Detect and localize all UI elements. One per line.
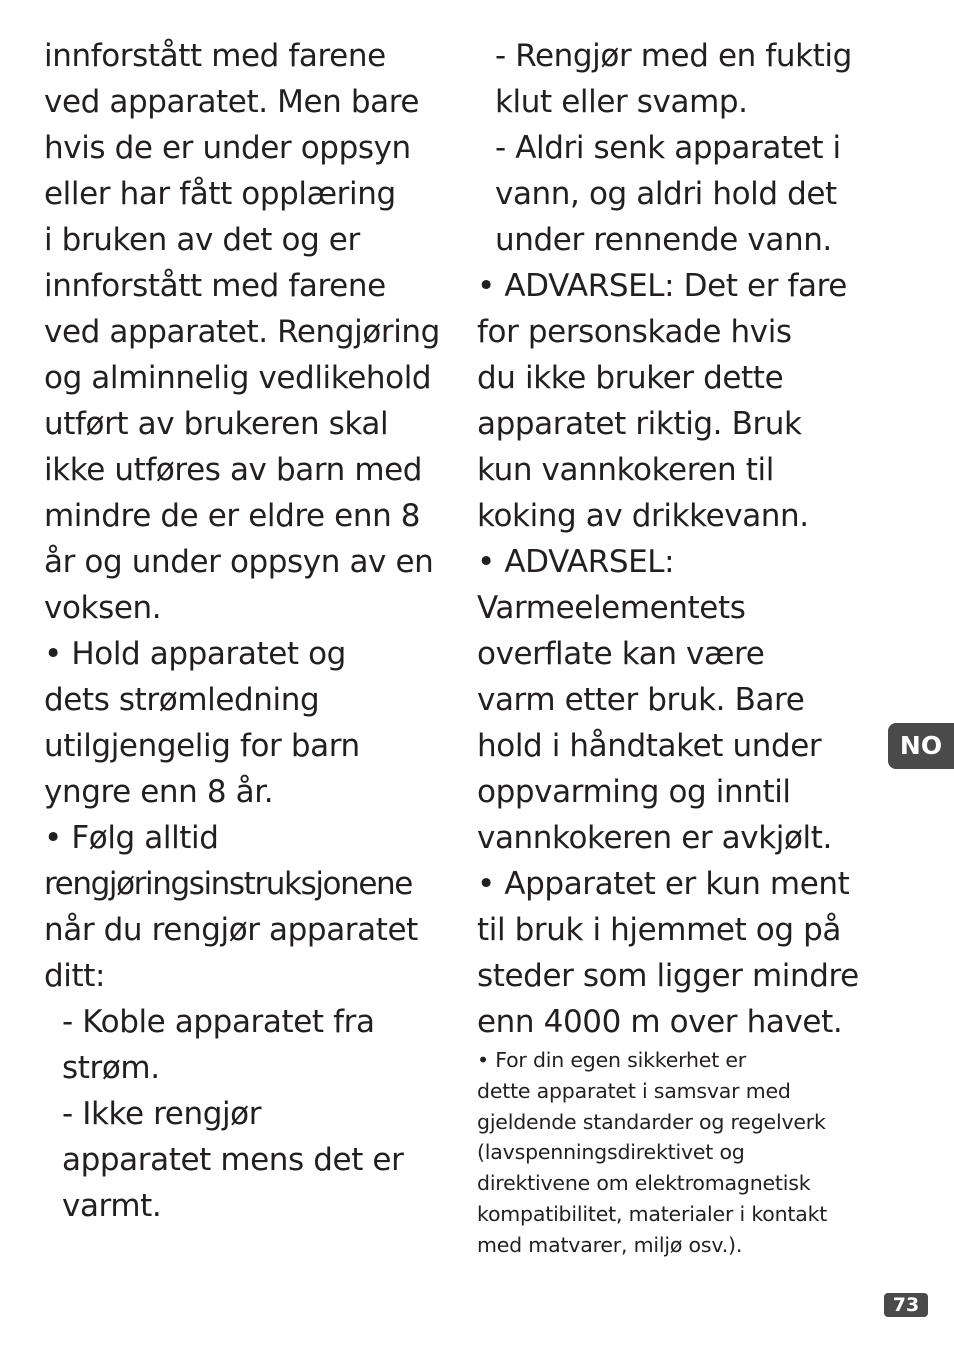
notice-line: • For din egen sikkerhet er: [477, 1048, 746, 1072]
text-line: hvis de er under oppsyn: [44, 130, 411, 166]
left-column: [44, 33, 464, 1229]
bullet-line: • Følg alltid: [44, 820, 219, 856]
text-line: ved apparatet. Men bare: [44, 84, 420, 120]
text-line: rengjøringsinstruksjonene: [44, 866, 412, 902]
bullet-line: • Hold apparatet og: [44, 636, 346, 672]
text-line: for personskade hvis: [477, 314, 792, 350]
text-line: år og under oppsyn av en: [44, 544, 434, 580]
bullet-line: • Apparatet er kun ment: [477, 866, 850, 902]
safety-notice: [477, 1045, 897, 1261]
notice-line: kompatibilitet, materialer i kontakt: [477, 1201, 828, 1226]
dash-line: - Aldri senk apparatet i: [495, 130, 841, 166]
text-line: til bruk i hjemmet og på: [477, 912, 841, 948]
text-line: dets strømledning: [44, 682, 320, 718]
text-line: og alminnelig vedlikehold: [44, 360, 432, 396]
text-line: enn 4000 m over havet.: [477, 1004, 843, 1040]
text-line: under rennende vann.: [495, 222, 832, 258]
notice-line: direktivene om elektromagnetisk: [477, 1171, 811, 1196]
bullet-line: • ADVARSEL: Det er fare: [477, 268, 847, 304]
text-line: kun vannkokeren til: [477, 452, 774, 488]
dash-line: - Ikke rengjør: [62, 1096, 262, 1132]
text-line: når du rengjør apparatet: [44, 912, 418, 948]
text-line: i bruken av det og er: [44, 222, 360, 258]
language-tab: NO: [888, 723, 954, 769]
text-line: mindre de er eldre enn 8: [44, 498, 421, 534]
right-column: [477, 33, 897, 1261]
text-line: Varmeelementets: [477, 590, 746, 626]
text-line: oppvarming og inntil: [477, 774, 791, 810]
text-line: ikke utføres av barn med: [44, 452, 423, 488]
text-line: koking av drikkevann.: [477, 498, 809, 534]
page-number: 73: [884, 1293, 928, 1317]
text-line: klut eller svamp.: [495, 84, 748, 120]
bullet-line: • ADVARSEL:: [477, 544, 675, 580]
text-line: utført av brukeren skal: [44, 406, 389, 442]
text-line: strøm.: [62, 1050, 160, 1086]
notice-line: (lavspenningsdirektivet og: [477, 1140, 745, 1165]
text-line: ved apparatet. Rengjøring: [44, 314, 440, 350]
text-line: varm etter bruk. Bare: [477, 682, 805, 718]
text-line: varmt.: [62, 1188, 162, 1224]
text-line: hold i håndtaket under: [477, 728, 822, 764]
text-line: innforstått med farene: [44, 268, 386, 304]
notice-line: gjeldende standarder og regelverk: [477, 1109, 826, 1134]
text-line: apparatet riktig. Bruk: [477, 406, 802, 442]
text-line: yngre enn 8 år.: [44, 774, 274, 810]
notice-line: med matvarer, miljø osv.).: [477, 1232, 743, 1257]
dash-line: - Rengjør med en fuktig: [495, 38, 852, 74]
notice-line: dette apparatet i samsvar med: [477, 1078, 791, 1103]
text-line: utilgjengelig for barn: [44, 728, 360, 764]
text-line: innforstått med farene: [44, 38, 386, 74]
text-line: steder som ligger mindre: [477, 958, 859, 994]
text-line: apparatet mens det er: [62, 1142, 404, 1178]
text-line: du ikke bruker dette: [477, 360, 784, 396]
text-line: overflate kan være: [477, 636, 765, 672]
dash-line: - Koble apparatet fra: [62, 1004, 375, 1040]
text-line: eller har fått opplæring: [44, 176, 396, 212]
text-line: voksen.: [44, 590, 162, 626]
text-line: vann, og aldri hold det: [495, 176, 837, 212]
text-line: ditt:: [44, 958, 106, 994]
text-line: vannkokeren er avkjølt.: [477, 820, 832, 856]
